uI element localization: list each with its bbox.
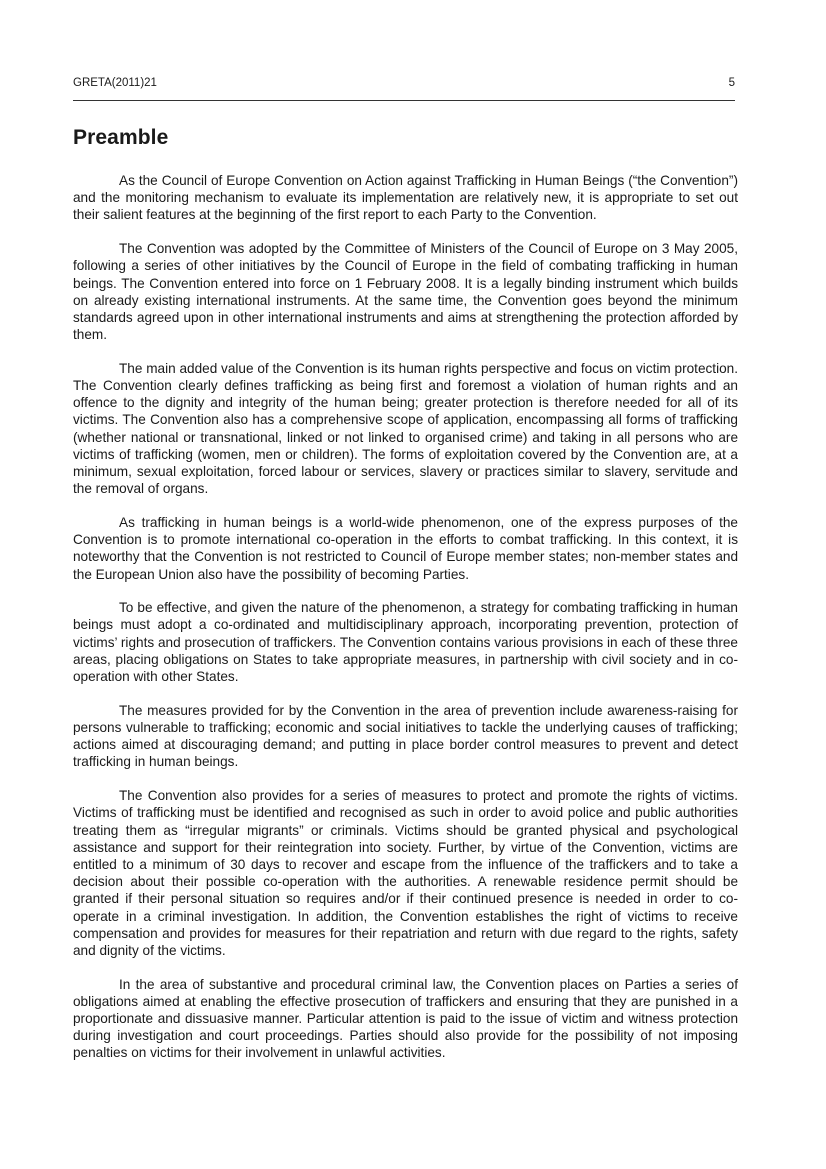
page-number: 5 — [728, 77, 735, 89]
paragraph: The main added value of the Convention is its human rights perspective and focus on victim protection. The Convention clearly defines trafficking as being first and foremost a violation of human rights and an offence to the dignity and integrity of the human being; greater protection is therefore needed for all of its victims. The Convention also has a comprehensive scope of application, encompassing all forms of trafficking (whether national or transnational, linked or not linked to organised crime) and taking in all persons who are victims of trafficking (women, men or children). The forms of exploitation covered by the Convention are, at a minimum, sexual exploitation, forced labour or services, slavery or practices similar to slavery, servitude and the removal of organs. — [73, 360, 738, 497]
paragraph: As trafficking in human beings is a world-wide phenomenon, one of the express purposes of the Convention is to promote international co-operation in the efforts to combat trafficking. In this context, it is noteworthy that the Convention is not restricted to Council of Europe member states; non-member states and the European Union also have the possibility of becoming Parties. — [73, 514, 738, 582]
document-code: GRETA(2011)21 — [73, 77, 157, 89]
paragraph: In the area of substantive and procedural criminal law, the Convention places on Parties a series of obligations aimed at enabling the effective prosecution of traffickers and ensuring that they are punished in a proportionate and dissuasive manner. Particular attention is paid to the issue of victim and witness protection during investigation and court proceedings. Parties should also provide for the possibility of not imposing penalties on victims for their involvement in unlawful activities. — [73, 976, 738, 1061]
paragraph: The measures provided for by the Convention in the area of prevention include awareness-raising for persons vulnerable to trafficking; economic and social initiatives to tackle the underlying causes of trafficking; actions aimed at discouraging demand; and putting in place border control measures to prevent and detect trafficking in human beings. — [73, 702, 738, 770]
running-header — [73, 77, 735, 89]
paragraph: As the Council of Europe Convention on Action against Trafficking in Human Beings (“the Convention”) and the monitoring mechanism to evaluate its implementation are relatively new, it is appropriate to set out their salient features at the beginning of the first report to each Party to the Convention. — [73, 173, 738, 223]
paragraph: The Convention also provides for a series of measures to protect and promote the rights of victims. Victims of trafficking must be identified and recognised as such in order to avoid police and public authorities treating them as “irregular migrants” or criminals. Victims should be granted physical and psychological assistance and support for their reintegration into society. Further, by virtue of the Convention, victims are entitled to a minimum of 30 days to recover and escape from the influence of the traffickers and to take a decision about their possible co-operation with the authorities. A renewable residence permit should be granted if their personal situation so requires and/or if their continued presence is needed in order to co-operate in a criminal investigation. In addition, the Convention establishes the right of victims to receive compensation and provides for measures for their repatriation and return with due regard to the rights, safety and dignity of the victims. — [73, 788, 738, 958]
paragraph: The Convention was adopted by the Committee of Ministers of the Council of Europe on 3 May 2005, following a series of other initiatives by the Council of Europe in the field of combating trafficking in human beings. The Convention entered into force on 1 February 2008. It is a legally binding instrument which builds on already existing international instruments. At the same time, the Convention goes beyond the minimum standards agreed upon in other international instruments and aims at strengthening the protection afforded by them. — [73, 241, 738, 343]
header-rule — [73, 100, 735, 101]
section-title: Preamble — [73, 126, 169, 149]
body-text — [73, 172, 738, 1078]
paragraph: To be effective, and given the nature of the phenomenon, a strategy for combating trafficking in human beings must adopt a co-ordinated and multidisciplinary approach, incorporating prevention, protection of victims’ rights and prosecution of traffickers. The Convention contains various provisions in each of these three areas, placing obligations on States to take appropriate measures, in partnership with civil society and in co-operation with other States. — [73, 600, 738, 685]
